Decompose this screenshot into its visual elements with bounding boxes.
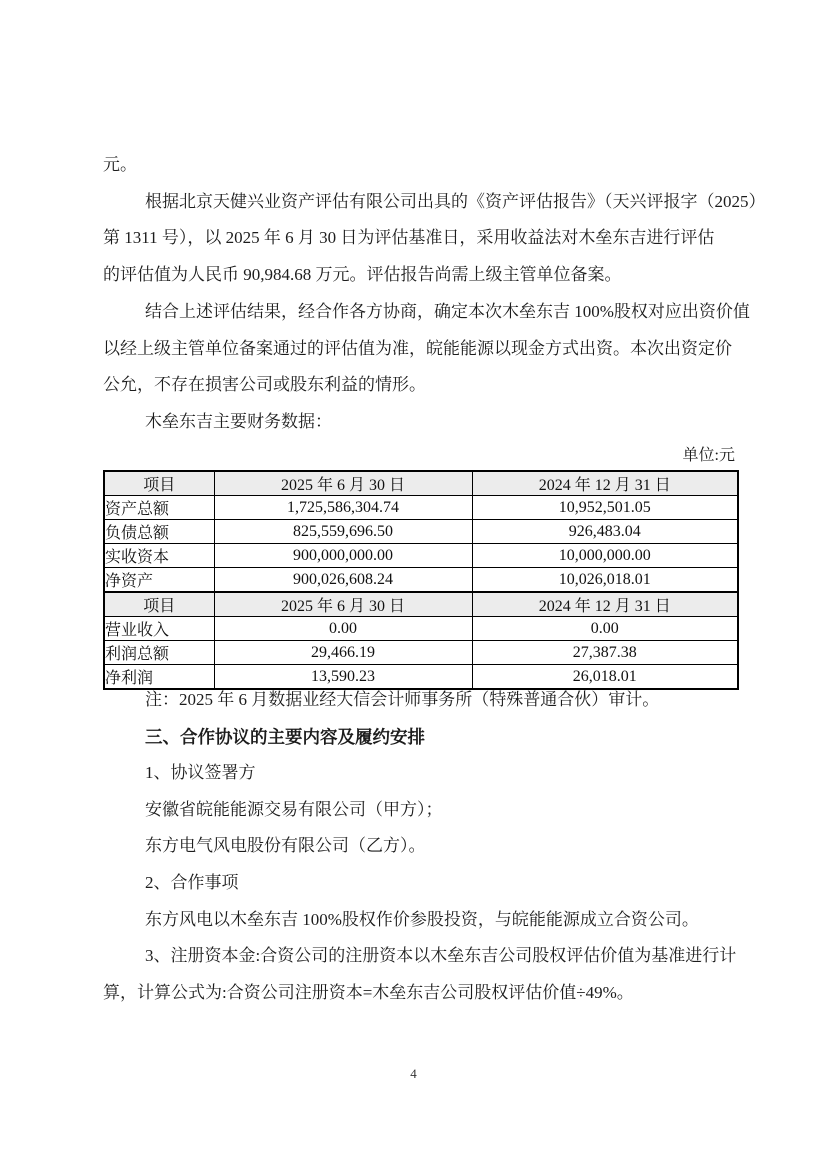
table-row-paid-in-capital xyxy=(104,544,738,568)
investment-paragraph-line-1: 结合上述评估结果，经合作各方协商，确定本次木垒东吉 100%股权对应出资价值 xyxy=(145,301,750,321)
item-cell: 利润总额 xyxy=(104,641,214,665)
table-row-total-liabilities xyxy=(104,520,738,544)
balance-header-row xyxy=(104,471,738,496)
appraisal-paragraph-line-2: 第 1311 号），以 2025 年 6 月 30 日为评估基准日，采用收益法对木垒东吉进行评估 xyxy=(103,228,715,248)
item1-title: 1、协议签署方 xyxy=(145,763,256,783)
financial-data-intro: 木垒东吉主要财务数据： xyxy=(145,411,332,431)
value-cell-2025: 900,026,608.24 xyxy=(214,568,472,593)
item-cell: 实收资本 xyxy=(104,544,214,568)
value-cell-2024: 10,026,018.01 xyxy=(472,568,738,593)
item-cell: 净资产 xyxy=(104,568,214,593)
value-cell-2025: 1,725,586,304.74 xyxy=(214,496,472,520)
header-cell-2025: 2025 年 6 月 30 日 xyxy=(214,592,472,617)
value-cell-2024: 26,018.01 xyxy=(472,665,738,690)
appraisal-paragraph-line-3: 的评估值为人民币 90,984.68 万元。评估报告尚需上级主管单位备案。 xyxy=(103,265,622,285)
document-body-upper xyxy=(103,147,766,441)
header-cell-2025: 2025 年 6 月 30 日 xyxy=(214,471,472,496)
item2-text: 东方风电以木垒东吉 100%股权作价参股投资，与皖能能源成立合资公司。 xyxy=(145,909,699,929)
header-cell-item: 项目 xyxy=(104,471,214,496)
item-cell: 资产总额 xyxy=(104,496,214,520)
party-b-line: 东方电气风电股份有限公司（乙方）。 xyxy=(145,836,426,856)
item-cell: 净利润 xyxy=(104,665,214,690)
table-row-total-profit xyxy=(104,641,738,665)
income-header-row xyxy=(104,592,738,617)
value-cell-2024: 27,387.38 xyxy=(472,641,738,665)
appraisal-paragraph-line-1: 根据北京天健兴业资产评估有限公司出具的《资产评估报告》（天兴评报字（2025） xyxy=(145,191,766,211)
item3-line-2: 算，计算公式为:合资公司注册资本=木垒东吉公司股权评估价值÷49%。 xyxy=(103,982,634,1002)
unit-label: 单位:元 xyxy=(682,447,735,464)
header-cell-item: 项目 xyxy=(104,592,214,617)
value-cell-2025: 900,000,000.00 xyxy=(214,544,472,568)
investment-paragraph-line-3: 公允，不存在损害公司或股东利益的情形。 xyxy=(103,375,426,395)
table-row-operating-revenue xyxy=(104,617,738,641)
party-a-line: 安徽省皖能能源交易有限公司（甲方）； xyxy=(145,799,443,819)
value-cell-2024: 10,000,000.00 xyxy=(472,544,738,568)
financial-table xyxy=(103,470,739,690)
value-cell-2025: 0.00 xyxy=(214,617,472,641)
table-row-net-assets xyxy=(104,568,738,593)
value-cell-2025: 13,590.23 xyxy=(214,665,472,690)
paragraph-closing-line: 元。 xyxy=(103,155,137,174)
value-cell-2025: 29,466.19 xyxy=(214,641,472,665)
value-cell-2025: 825,559,696.50 xyxy=(214,520,472,544)
table-note: 注：2025 年 6 月数据业经大信会计师事务所（特殊普通合伙）审计。 xyxy=(145,690,660,709)
value-cell-2024: 0.00 xyxy=(472,617,738,641)
header-cell-2024: 2024 年 12 月 31 日 xyxy=(472,471,738,496)
section-heading: 三、合作协议的主要内容及履约安排 xyxy=(145,726,425,747)
item-cell: 负债总额 xyxy=(104,520,214,544)
item-cell: 营业收入 xyxy=(104,617,214,641)
investment-paragraph-line-2: 以经上级主管单位备案通过的评估值为准，皖能能源以现金方式出资。本次出资定价 xyxy=(103,338,732,358)
document-body-lower xyxy=(103,682,737,1011)
header-cell-2024: 2024 年 12 月 31 日 xyxy=(472,592,738,617)
page-number: 4 xyxy=(410,1066,417,1081)
value-cell-2024: 10,952,501.05 xyxy=(472,496,738,520)
table-row-total-assets xyxy=(104,496,738,520)
item2-title: 2、合作事项 xyxy=(145,872,239,892)
value-cell-2024: 926,483.04 xyxy=(472,520,738,544)
item3-line-1: 3、注册资本金:合资公司的注册资本以木垒东吉公司股权评估价值为基准进行计 xyxy=(145,946,737,966)
